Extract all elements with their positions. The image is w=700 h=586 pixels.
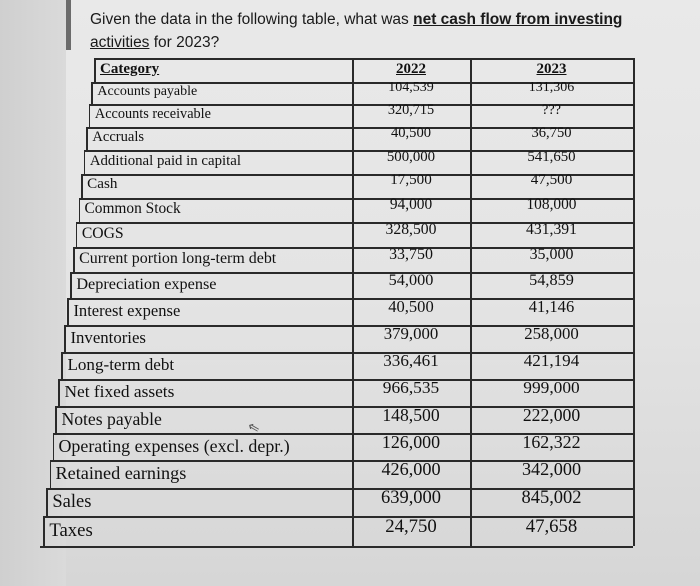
row-category: Current portion long-term debt xyxy=(79,249,277,267)
table-left-rule xyxy=(79,198,81,222)
table-left-rule xyxy=(89,104,91,127)
header-2022: 2022 xyxy=(396,61,426,77)
row-value-2022: 379,000 xyxy=(383,324,439,344)
row-value-2023: 131,306 xyxy=(528,80,575,95)
header-category: Category xyxy=(100,61,160,77)
row-category: Cash xyxy=(87,176,118,193)
row-category: Operating expenses (excl. depr.) xyxy=(58,435,290,456)
table-left-rule xyxy=(58,379,60,406)
row-value-2023: 35,000 xyxy=(529,245,574,263)
question-highlight-2: activities xyxy=(90,34,150,51)
table-left-rule xyxy=(73,247,75,272)
question-marker-bar xyxy=(66,0,71,50)
row-value-2022: 500,000 xyxy=(386,148,436,165)
row-value-2022: 426,000 xyxy=(381,458,441,479)
row-value-2023: 342,000 xyxy=(521,458,582,479)
table-column-rule xyxy=(633,58,635,546)
row-value-2023: 999,000 xyxy=(523,377,580,397)
row-category: Sales xyxy=(52,490,92,511)
row-value-2022: 148,500 xyxy=(382,404,440,425)
table-left-rule xyxy=(46,488,48,516)
row-category: Long-term debt xyxy=(67,354,175,374)
row-category: Accruals xyxy=(92,129,145,146)
question-text xyxy=(90,8,670,54)
table-left-rule xyxy=(81,174,83,198)
row-value-2022: 336,461 xyxy=(383,350,439,370)
row-value-2022: 24,750 xyxy=(385,515,437,537)
table-left-rule xyxy=(55,406,57,433)
row-value-2022: 328,500 xyxy=(385,220,437,238)
row-category: Net fixed assets xyxy=(64,381,175,401)
row-category: Interest expense xyxy=(73,301,181,321)
row-value-2023: 431,391 xyxy=(526,220,577,238)
row-value-2023: 108,000 xyxy=(526,196,577,214)
table-left-rule xyxy=(91,82,93,104)
row-value-2023: 845,002 xyxy=(521,486,582,507)
row-category: Accounts payable xyxy=(97,84,198,99)
row-value-2022: 104,539 xyxy=(388,80,434,95)
table-left-rule xyxy=(64,325,66,352)
row-value-2023: 36,750 xyxy=(531,125,572,142)
table-rule xyxy=(94,58,633,60)
row-category: Common Stock xyxy=(84,200,181,218)
table-left-rule xyxy=(67,298,69,325)
row-value-2023: 47,500 xyxy=(530,172,573,189)
question-highlight: net cash flow from investing xyxy=(413,11,623,28)
row-value-2022: 320,715 xyxy=(387,102,435,119)
row-value-2022: 639,000 xyxy=(380,486,442,507)
row-value-2023: 41,146 xyxy=(528,297,575,317)
table-left-rule xyxy=(50,460,52,488)
row-category: Inventories xyxy=(70,328,146,348)
header-2023: 2023 xyxy=(536,61,567,77)
row-value-2022: 33,750 xyxy=(389,245,433,263)
row-value-2023: 258,000 xyxy=(524,324,579,344)
row-category: Notes payable xyxy=(61,408,162,429)
table-left-rule xyxy=(86,127,88,150)
row-category: Additional paid in capital xyxy=(89,152,241,169)
row-category: COGS xyxy=(81,224,124,242)
row-value-2022: 54,000 xyxy=(388,270,434,289)
row-value-2023: 421,194 xyxy=(523,350,580,370)
mouse-cursor-icon: ⇖ xyxy=(246,418,262,438)
row-value-2023: 541,650 xyxy=(527,148,576,165)
question-suffix: for 2023? xyxy=(149,34,220,51)
row-value-2022: 966,535 xyxy=(382,377,440,397)
row-value-2022: 40,500 xyxy=(390,125,431,142)
row-category: Taxes xyxy=(49,519,93,541)
table-left-rule xyxy=(84,150,86,174)
table-left-rule xyxy=(53,433,55,460)
row-category: Accounts receivable xyxy=(94,106,211,123)
table-left-rule xyxy=(94,58,96,82)
row-value-2023: 222,000 xyxy=(522,404,581,425)
row-value-2023: 162,322 xyxy=(522,431,581,452)
table-left-rule xyxy=(76,222,78,247)
table-left-rule xyxy=(70,272,72,298)
row-category: Retained earnings xyxy=(55,462,187,483)
question-prefix: Given the data in the following table, what was xyxy=(90,11,414,28)
table-rule xyxy=(40,546,633,548)
row-value-2023: 47,658 xyxy=(525,515,578,537)
table-left-rule xyxy=(61,352,63,379)
row-value-2023: 54,859 xyxy=(529,270,574,289)
row-value-2022: 94,000 xyxy=(389,196,433,214)
row-value-2022: 17,500 xyxy=(390,172,432,189)
row-value-2023: ??? xyxy=(542,102,561,119)
row-category: Depreciation expense xyxy=(76,274,217,293)
table-left-rule xyxy=(43,516,45,546)
row-value-2022: 126,000 xyxy=(381,431,441,452)
row-value-2022: 40,500 xyxy=(388,297,434,317)
